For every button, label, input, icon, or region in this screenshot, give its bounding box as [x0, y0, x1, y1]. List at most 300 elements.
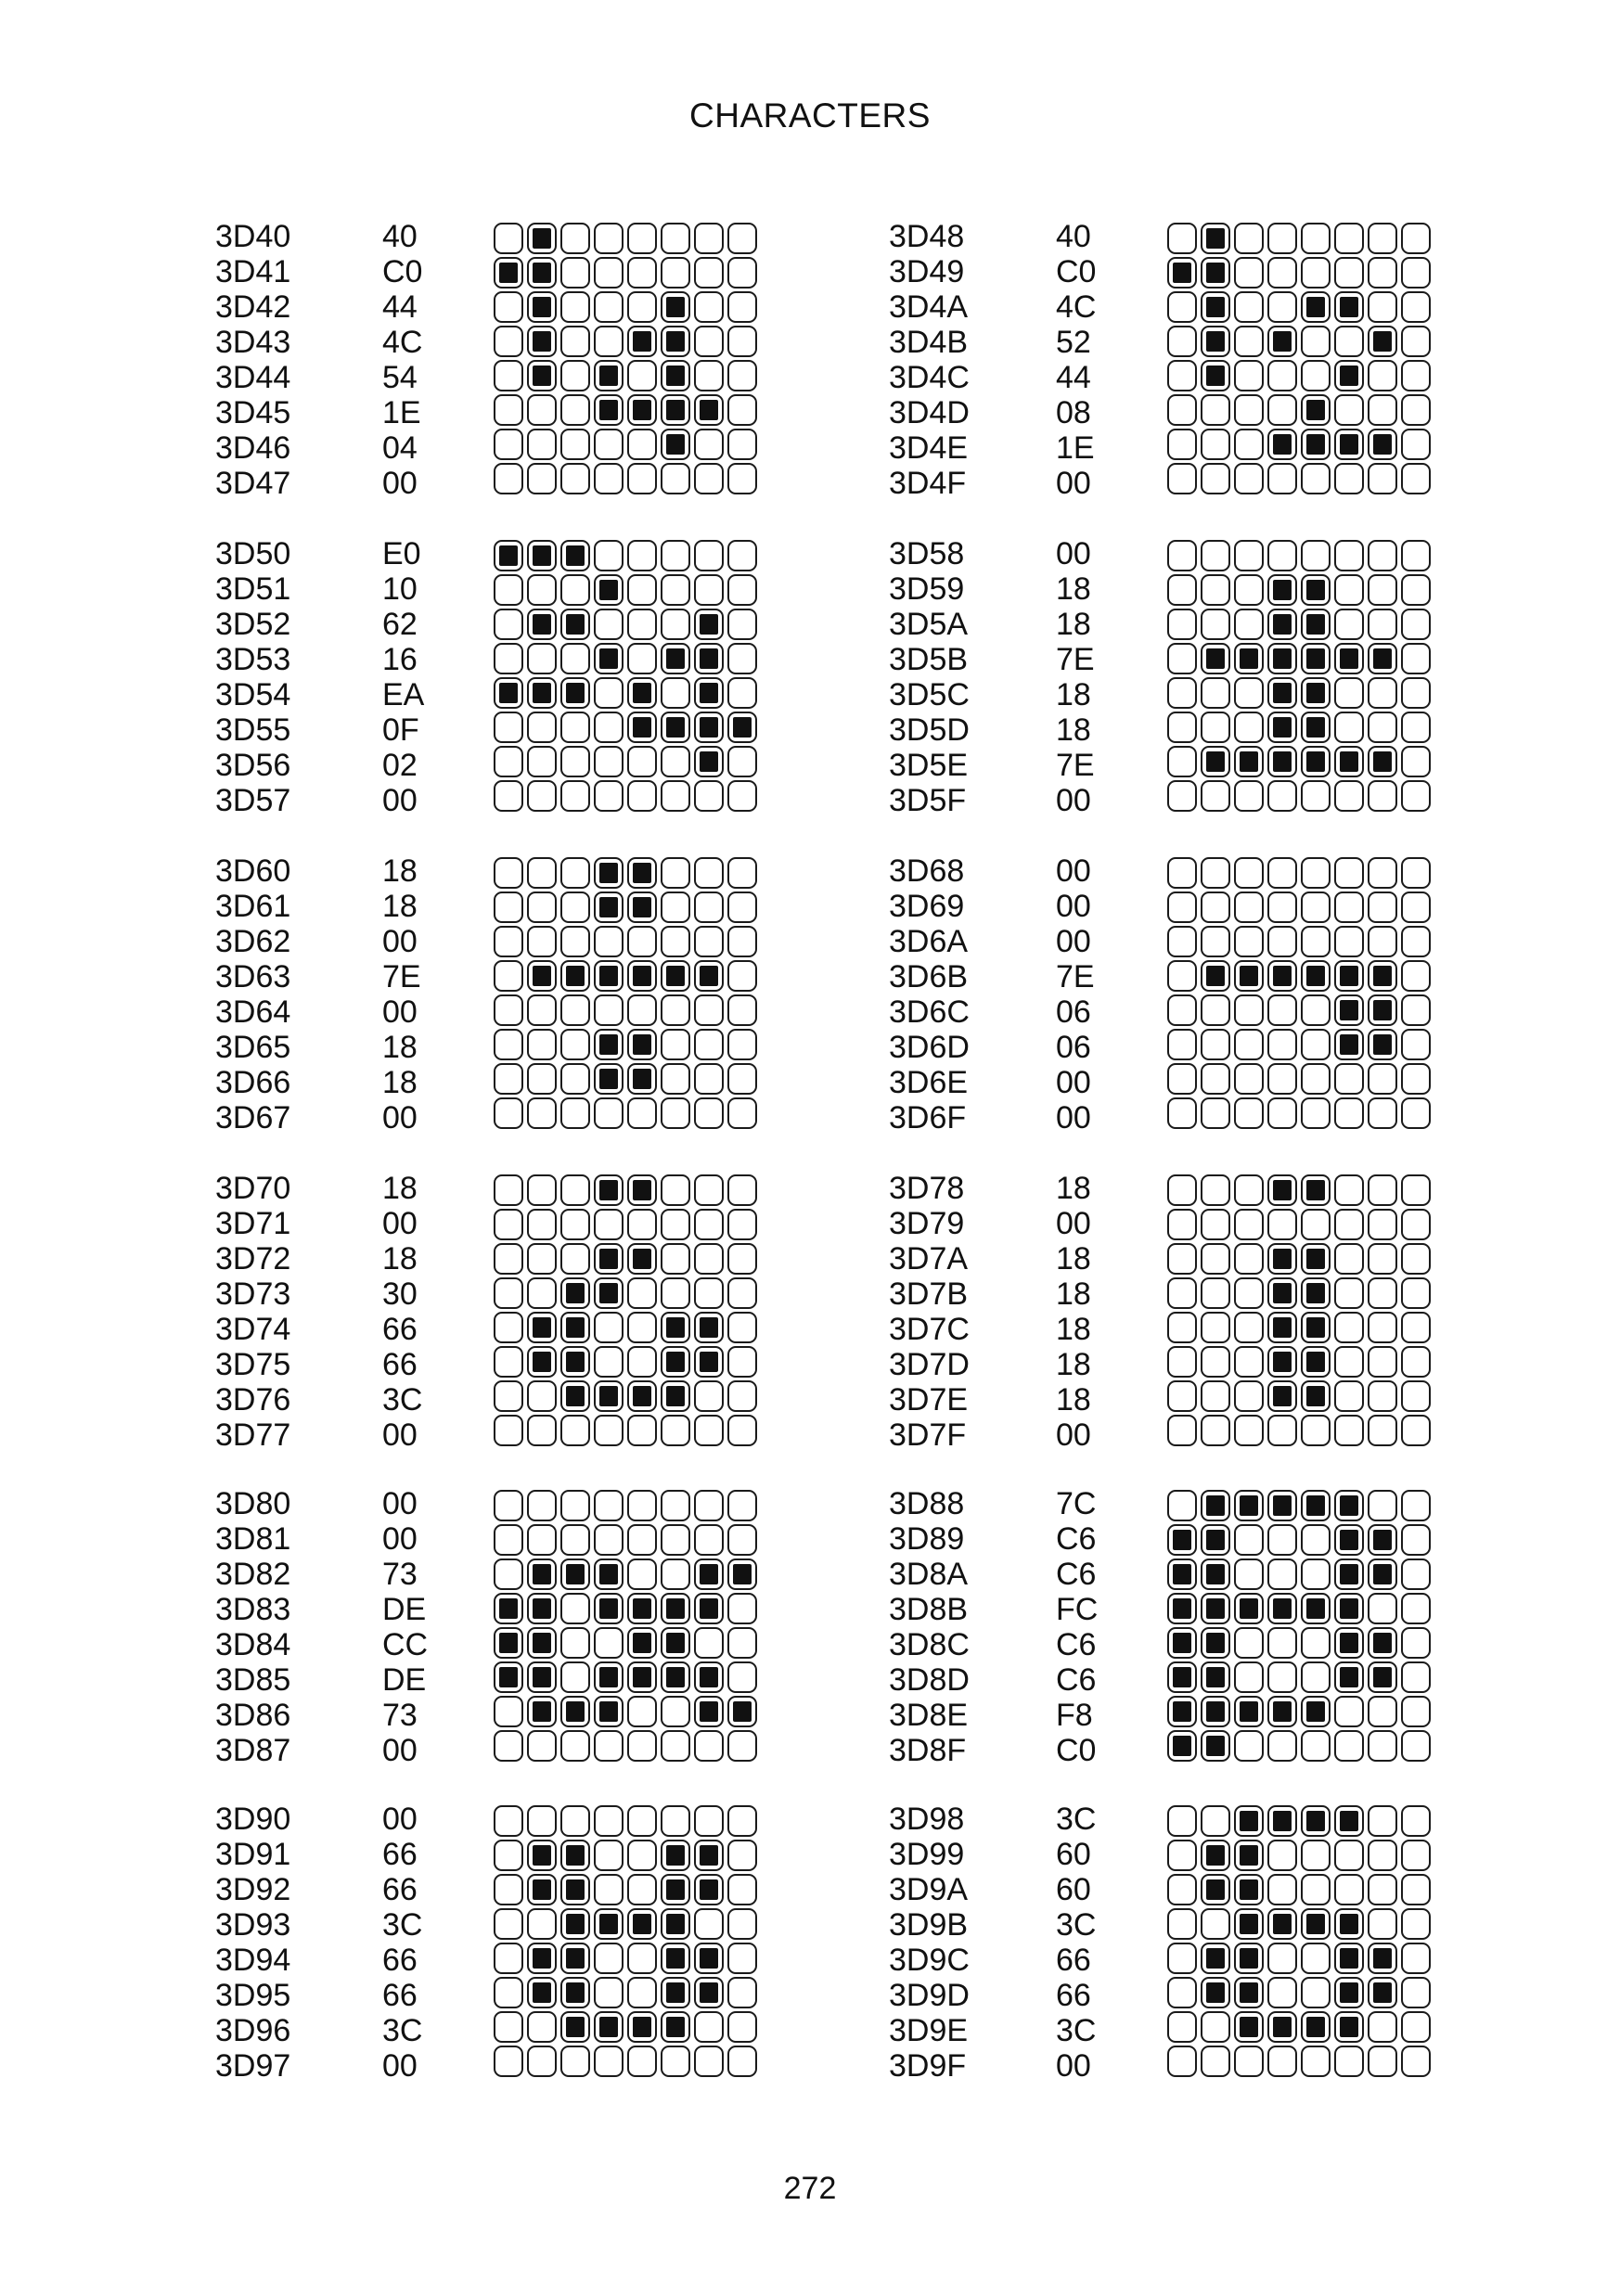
pixel-on: [527, 960, 557, 992]
pixel-off: [1234, 1312, 1264, 1343]
pixel-off: [1167, 463, 1197, 494]
pixel-on: [1267, 1380, 1297, 1412]
pixel-off: [627, 1840, 657, 1871]
address-label: 3D9F: [889, 2048, 967, 2084]
pixel-off: [727, 1380, 757, 1412]
pixel-off: [694, 2046, 724, 2077]
pixel-on: [1368, 960, 1397, 992]
pixel-off: [594, 1524, 624, 1556]
pixel-off: [727, 1063, 757, 1095]
pixel-on: [1334, 1490, 1364, 1521]
pixel-off: [527, 1029, 557, 1060]
pixel-on: [494, 1661, 523, 1693]
pixel-off: [560, 1730, 590, 1762]
hex-value: 18: [1056, 607, 1091, 642]
pixel-off: [1368, 1840, 1397, 1871]
pixel-on: [594, 1558, 624, 1590]
hex-value: 66: [382, 1872, 418, 1907]
pixel-off: [1167, 1977, 1197, 2008]
pixel-off: [1234, 891, 1264, 923]
pixel-off: [661, 223, 690, 254]
address-label: 3D40: [215, 219, 291, 254]
pixel-off: [1201, 574, 1230, 606]
address-label: 3D45: [215, 395, 291, 430]
pixel-off: [727, 746, 757, 777]
pixel-off: [1368, 712, 1397, 743]
pixel-off: [1401, 1943, 1431, 1974]
address-label: 3D6A: [889, 924, 969, 959]
pixel-off: [1167, 643, 1197, 674]
pixel-off: [727, 1943, 757, 1974]
pixel-off: [1301, 326, 1331, 357]
hex-value: 18: [1056, 677, 1091, 712]
pixel-on: [694, 1593, 724, 1624]
pixel-off: [1334, 1063, 1364, 1095]
pixel-grid: [1167, 540, 1433, 812]
pixel-off: [527, 857, 557, 889]
pixel-off: [727, 1840, 757, 1871]
pixel-off: [694, 326, 724, 357]
pixel-off: [1201, 540, 1230, 571]
pixel-on: [527, 1661, 557, 1693]
pixel-off: [727, 540, 757, 571]
pixel-off: [661, 463, 690, 494]
pixel-off: [1167, 1209, 1197, 1240]
pixel-off: [1401, 1097, 1431, 1129]
pixel-off: [1368, 926, 1397, 957]
pixel-on: [1167, 1627, 1197, 1659]
pixel-on: [661, 1908, 690, 1940]
pixel-off: [1301, 1874, 1331, 1905]
pixel-off: [1301, 2046, 1331, 2077]
pixel-on: [1201, 960, 1230, 992]
pixel-on: [1267, 1312, 1297, 1343]
hex-value: 66: [1056, 1943, 1091, 1978]
hex-value: 62: [382, 607, 418, 642]
hex-value: 00: [1056, 1206, 1091, 1241]
pixel-on: [594, 1696, 624, 1727]
pixel-off: [494, 326, 523, 357]
address-label: 3D65: [215, 1030, 291, 1065]
pixel-off: [1401, 746, 1431, 777]
pixel-on: [560, 1380, 590, 1412]
pixel-off: [1201, 463, 1230, 494]
pixel-off: [627, 994, 657, 1026]
hex-value: 10: [382, 571, 418, 607]
pixel-off: [727, 1277, 757, 1309]
pixel-on: [1201, 291, 1230, 323]
pixel-off: [494, 609, 523, 640]
pixel-off: [1334, 463, 1364, 494]
pixel-off: [1167, 1063, 1197, 1095]
pixel-off: [594, 2046, 624, 2077]
pixel-off: [627, 1874, 657, 1905]
pixel-off: [1368, 223, 1397, 254]
pixel-off: [1401, 1805, 1431, 1837]
address-label: 3D5A: [889, 607, 969, 642]
address-label: 3D91: [215, 1837, 291, 1872]
pixel-on: [1301, 1174, 1331, 1206]
hex-value: C0: [1056, 1733, 1097, 1768]
pixel-off: [1401, 1696, 1431, 1727]
hex-value: 3C: [1056, 2013, 1097, 2048]
pixel-off: [1301, 1558, 1331, 1590]
hex-value: 73: [382, 1698, 418, 1733]
hex-value: 3C: [382, 1907, 423, 1943]
hex-value: 73: [382, 1557, 418, 1592]
address-label: 3D85: [215, 1662, 291, 1698]
pixel-on: [661, 326, 690, 357]
pixel-off: [494, 2011, 523, 2043]
pixel-off: [1334, 857, 1364, 889]
pixel-on: [1234, 1874, 1264, 1905]
pixel-off: [1267, 223, 1297, 254]
pixel-off: [627, 1415, 657, 1446]
pixel-on: [527, 1840, 557, 1871]
pixel-off: [1301, 891, 1331, 923]
pixel-off: [1368, 1097, 1397, 1129]
pixel-off: [527, 2011, 557, 2043]
pixel-off: [1167, 780, 1197, 812]
pixel-off: [627, 291, 657, 323]
pixel-off: [727, 429, 757, 460]
pixel-off: [594, 1209, 624, 1240]
address-label: 3D55: [215, 712, 291, 748]
pixel-off: [1167, 1097, 1197, 1129]
pixel-on: [494, 1593, 523, 1624]
pixel-off: [1201, 609, 1230, 640]
pixel-off: [1368, 1593, 1397, 1624]
pixel-off: [694, 291, 724, 323]
pixel-on: [661, 429, 690, 460]
pixel-on: [1267, 643, 1297, 674]
pixel-off: [1267, 463, 1297, 494]
pixel-off: [1267, 1627, 1297, 1659]
pixel-off: [694, 540, 724, 571]
pixel-on: [1267, 1277, 1297, 1309]
hex-value: 00: [382, 1802, 418, 1837]
pixel-on: [1301, 574, 1331, 606]
pixel-off: [560, 257, 590, 289]
pixel-on: [560, 1277, 590, 1309]
pixel-grid: [1167, 1490, 1433, 1762]
pixel-off: [627, 2046, 657, 2077]
hex-value: 7E: [1056, 748, 1095, 783]
pixel-off: [727, 1908, 757, 1940]
pixel-on: [494, 1627, 523, 1659]
pixel-on: [1334, 643, 1364, 674]
hex-value: 3C: [382, 2013, 423, 2048]
pixel-off: [560, 891, 590, 923]
pixel-off: [727, 1977, 757, 2008]
pixel-off: [1267, 1661, 1297, 1693]
address-label: 3D74: [215, 1312, 291, 1347]
pixel-on: [1267, 1805, 1297, 1837]
address-label: 3D77: [215, 1417, 291, 1453]
pixel-on: [560, 1312, 590, 1343]
pixel-on: [1301, 643, 1331, 674]
pixel-off: [1401, 1209, 1431, 1240]
pixel-on: [1368, 746, 1397, 777]
pixel-off: [1368, 780, 1397, 812]
pixel-on: [594, 1908, 624, 1940]
pixel-off: [1234, 291, 1264, 323]
pixel-off: [1234, 1524, 1264, 1556]
pixel-off: [494, 643, 523, 674]
pixel-on: [627, 960, 657, 992]
pixel-off: [1334, 394, 1364, 426]
address-label: 3D48: [889, 219, 965, 254]
pixel-off: [1368, 394, 1397, 426]
pixel-off: [494, 994, 523, 1026]
pixel-on: [1267, 677, 1297, 709]
address-label: 3D88: [889, 1486, 965, 1521]
pixel-off: [1301, 1209, 1331, 1240]
address-label: 3D66: [215, 1065, 291, 1100]
pixel-off: [1401, 1524, 1431, 1556]
pixel-off: [627, 257, 657, 289]
address-label: 3D54: [215, 677, 291, 712]
pixel-on: [627, 1593, 657, 1624]
pixel-off: [1334, 1209, 1364, 1240]
pixel-on: [527, 609, 557, 640]
hex-value: 66: [1056, 1978, 1091, 2013]
pixel-on: [1167, 1730, 1197, 1762]
pixel-off: [1401, 1415, 1431, 1446]
address-label: 3D97: [215, 2048, 291, 2084]
hex-value: C6: [1056, 1662, 1097, 1698]
pixel-off: [627, 643, 657, 674]
pixel-off: [1234, 463, 1264, 494]
pixel-off: [1301, 1627, 1331, 1659]
pixel-on: [1167, 1558, 1197, 1590]
pixel-off: [661, 609, 690, 640]
pixel-off: [594, 746, 624, 777]
pixel-off: [1234, 540, 1264, 571]
pixel-off: [1401, 2011, 1431, 2043]
address-label: 3D86: [215, 1698, 291, 1733]
pixel-off: [594, 540, 624, 571]
pixel-on: [560, 1840, 590, 1871]
pixel-off: [1301, 257, 1331, 289]
pixel-off: [494, 1874, 523, 1905]
pixel-on: [661, 1312, 690, 1343]
pixel-off: [661, 1243, 690, 1275]
pixel-on: [594, 360, 624, 391]
pixel-off: [1201, 1097, 1230, 1129]
pixel-on: [527, 1874, 557, 1905]
address-label: 3D95: [215, 1978, 291, 2013]
hex-value: F8: [1056, 1698, 1093, 1733]
pixel-off: [727, 257, 757, 289]
pixel-off: [560, 574, 590, 606]
pixel-on: [661, 1874, 690, 1905]
pixel-off: [1201, 857, 1230, 889]
pixel-off: [727, 926, 757, 957]
address-label: 3D78: [889, 1171, 965, 1206]
pixel-off: [1401, 1840, 1431, 1871]
hex-value: 4C: [1056, 289, 1097, 325]
pixel-off: [527, 1243, 557, 1275]
address-label: 3D6B: [889, 959, 969, 994]
pixel-off: [1334, 1097, 1364, 1129]
pixel-off: [1201, 394, 1230, 426]
pixel-on: [1201, 1943, 1230, 1974]
pixel-on: [1201, 1730, 1230, 1762]
pixel-off: [494, 1696, 523, 1727]
pixel-off: [594, 994, 624, 1026]
pixel-off: [1201, 1908, 1230, 1940]
hex-value: 00: [382, 994, 418, 1030]
pixel-off: [1368, 1415, 1397, 1446]
pixel-off: [727, 394, 757, 426]
address-label: 3D44: [215, 360, 291, 395]
pixel-off: [1167, 746, 1197, 777]
pixel-off: [694, 1730, 724, 1762]
pixel-off: [560, 1805, 590, 1837]
pixel-on: [1201, 643, 1230, 674]
pixel-off: [727, 360, 757, 391]
pixel-off: [694, 1063, 724, 1095]
hex-value: 44: [382, 289, 418, 325]
pixel-on: [1167, 257, 1197, 289]
hex-value: 00: [382, 2048, 418, 2084]
hex-value: 7E: [1056, 642, 1095, 677]
pixel-off: [527, 926, 557, 957]
pixel-off: [1401, 1243, 1431, 1275]
hex-value: 00: [382, 1206, 418, 1241]
pixel-off: [727, 609, 757, 640]
pixel-on: [694, 1558, 724, 1590]
pixel-off: [1401, 1174, 1431, 1206]
pixel-off: [1267, 926, 1297, 957]
pixel-off: [494, 1908, 523, 1940]
hex-value: 7E: [382, 959, 421, 994]
hex-value: 4C: [382, 325, 423, 360]
pixel-off: [560, 2046, 590, 2077]
pixel-off: [1234, 609, 1264, 640]
pixel-off: [527, 1174, 557, 1206]
hex-value: 00: [1056, 1417, 1091, 1453]
pixel-off: [627, 1977, 657, 2008]
pixel-off: [1201, 926, 1230, 957]
pixel-off: [1334, 1174, 1364, 1206]
pixel-off: [594, 429, 624, 460]
pixel-off: [1201, 677, 1230, 709]
pixel-on: [694, 677, 724, 709]
pixel-off: [527, 891, 557, 923]
hex-value: 18: [382, 1065, 418, 1100]
pixel-on: [1201, 1524, 1230, 1556]
pixel-off: [594, 1312, 624, 1343]
pixel-on: [694, 1840, 724, 1871]
pixel-on: [1234, 643, 1264, 674]
pixel-on: [627, 2011, 657, 2043]
pixel-off: [1167, 1840, 1197, 1871]
pixel-off: [627, 1696, 657, 1727]
pixel-on: [727, 1696, 757, 1727]
address-label: 3D52: [215, 607, 291, 642]
address-label: 3D81: [215, 1521, 291, 1557]
pixel-off: [1368, 540, 1397, 571]
pixel-on: [1301, 609, 1331, 640]
hex-value: 60: [1056, 1837, 1091, 1872]
pixel-on: [560, 677, 590, 709]
pixel-off: [1401, 1277, 1431, 1309]
pixel-off: [1368, 574, 1397, 606]
pixel-off: [1401, 712, 1431, 743]
pixel-off: [1201, 1277, 1230, 1309]
pixel-off: [1401, 1312, 1431, 1343]
pixel-off: [1267, 1097, 1297, 1129]
pixel-off: [527, 1730, 557, 1762]
hex-value: 06: [1056, 994, 1091, 1030]
pixel-on: [1368, 1524, 1397, 1556]
pixel-off: [1401, 326, 1431, 357]
pixel-on: [1201, 1558, 1230, 1590]
pixel-off: [1167, 223, 1197, 254]
pixel-off: [594, 1840, 624, 1871]
pixel-grid: [1167, 1174, 1433, 1446]
pixel-off: [1401, 394, 1431, 426]
pixel-on: [661, 1627, 690, 1659]
pixel-on: [1267, 1908, 1297, 1940]
pixel-off: [1301, 926, 1331, 957]
pixel-grid: [1167, 1805, 1433, 2077]
pixel-off: [727, 1415, 757, 1446]
pixel-off: [494, 291, 523, 323]
address-label: 3D71: [215, 1206, 291, 1241]
pixel-off: [494, 1029, 523, 1060]
pixel-on: [627, 1243, 657, 1275]
pixel-on: [694, 1346, 724, 1378]
pixel-off: [1401, 257, 1431, 289]
pixel-on: [527, 223, 557, 254]
pixel-on: [1368, 1029, 1397, 1060]
pixel-off: [494, 2046, 523, 2077]
pixel-on: [560, 540, 590, 571]
pixel-on: [1267, 609, 1297, 640]
pixel-off: [494, 1840, 523, 1871]
pixel-off: [661, 574, 690, 606]
pixel-off: [1167, 1874, 1197, 1905]
address-label: 3D9B: [889, 1907, 969, 1943]
pixel-off: [1201, 1029, 1230, 1060]
pixel-off: [627, 1524, 657, 1556]
pixel-off: [560, 360, 590, 391]
pixel-off: [1167, 1029, 1197, 1060]
pixel-on: [627, 677, 657, 709]
hex-value: 18: [1056, 1312, 1091, 1347]
pixel-on: [694, 1977, 724, 2008]
pixel-off: [694, 891, 724, 923]
pixel-off: [494, 1243, 523, 1275]
pixel-on: [1201, 1627, 1230, 1659]
pixel-off: [1267, 1840, 1297, 1871]
pixel-off: [1234, 926, 1264, 957]
pixel-off: [627, 463, 657, 494]
hex-value: EA: [382, 677, 425, 712]
address-label: 3D5B: [889, 642, 969, 677]
pixel-off: [527, 746, 557, 777]
pixel-off: [694, 1805, 724, 1837]
pixel-off: [1167, 2011, 1197, 2043]
pixel-off: [1167, 857, 1197, 889]
pixel-on: [627, 857, 657, 889]
pixel-off: [494, 926, 523, 957]
address-label: 3D6D: [889, 1030, 970, 1065]
hex-value: 60: [1056, 1872, 1091, 1907]
